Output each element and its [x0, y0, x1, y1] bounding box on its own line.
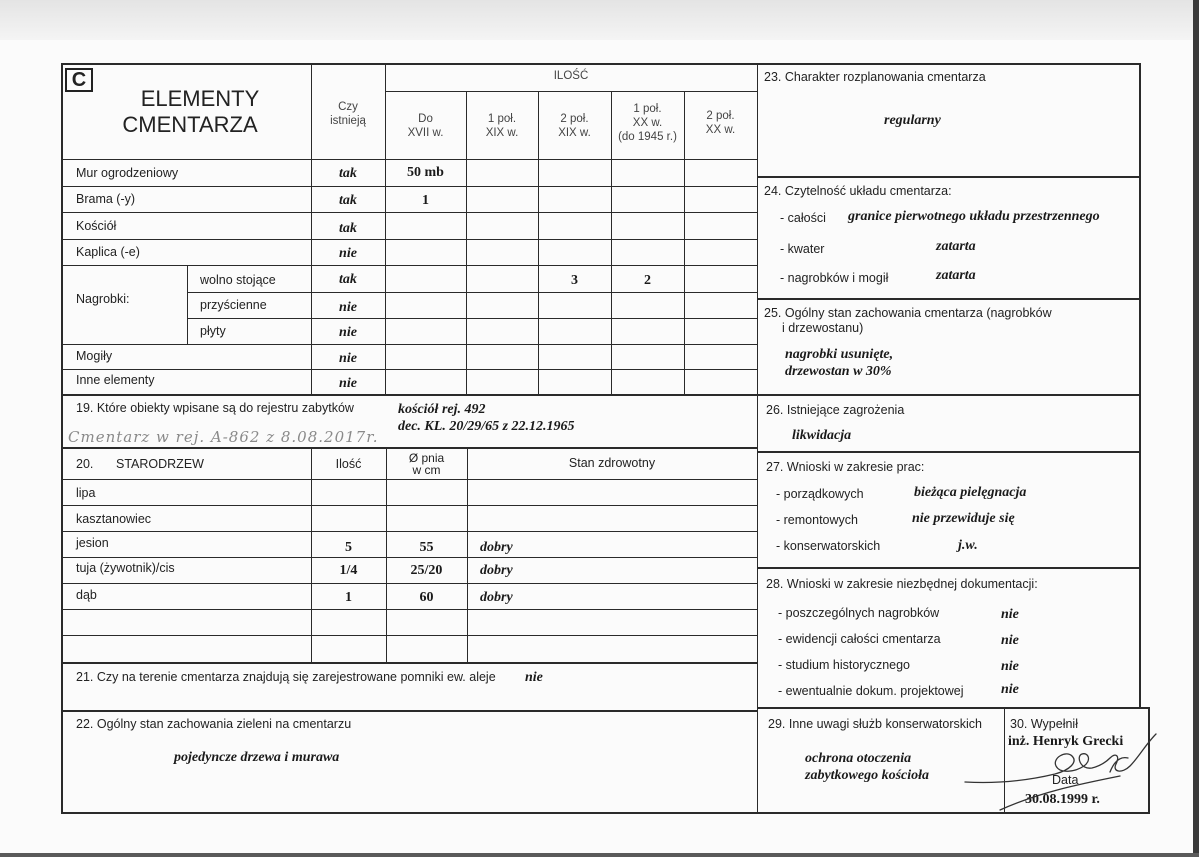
- q24-item-label: - całości: [780, 211, 826, 225]
- q30-name: inż. Henryk Grecki: [1008, 734, 1124, 749]
- tree-name: dąb: [76, 588, 97, 602]
- q23-answer: regularny: [884, 113, 941, 128]
- q19-pencil-note: Cmentarz w rej. A-862 z 8.08.2017r.: [68, 428, 379, 446]
- tree-row-2: [61, 505, 757, 506]
- inne-label: Inne elementy: [76, 373, 155, 387]
- nagrobki-sub-label: przyścienne: [200, 298, 267, 312]
- tree-pnia: 60: [419, 590, 434, 605]
- tree-stan: dobry: [480, 590, 513, 605]
- tree-row-end: [61, 662, 757, 664]
- right-line-23: [757, 176, 1140, 178]
- q24-item-answer: zatarta: [936, 268, 976, 283]
- nagrobki-exists: nie: [339, 300, 357, 315]
- q21-label: 21. Czy na terenie cmentarza znajdują się zarejestrowane pomniki ew. aleje: [76, 670, 496, 684]
- tree-name: tuja (żywotnik)/cis: [76, 561, 175, 575]
- tree-pnia: 55: [419, 540, 434, 555]
- tree-row-5: [61, 583, 757, 584]
- q28-item-answer: nie: [1001, 633, 1019, 648]
- col-header-ilosc: ILOŚĆ: [553, 70, 589, 82]
- ilosc-header-line: [385, 91, 757, 92]
- tree-col-header-ilosc: Ilość: [335, 457, 362, 471]
- q30-date: 30.08.1999 r.: [1025, 792, 1100, 807]
- element-exists: tak: [339, 166, 357, 181]
- nagrobki-label: Nagrobki:: [76, 292, 130, 306]
- q24-item-label: - nagrobków i mogił: [780, 271, 889, 285]
- frame-top: [61, 63, 1141, 65]
- q20-number: 20.: [76, 457, 94, 471]
- tree-name: kasztanowiec: [76, 512, 152, 526]
- q26-label: 26. Istniejące zagrożenia: [766, 403, 905, 417]
- tree-row-4: [61, 557, 757, 558]
- scan-right-edge: [1193, 0, 1199, 857]
- q24-item-answer: zatarta: [936, 239, 976, 254]
- right-line-28: [757, 707, 1149, 709]
- nagrobki-sub-label: płyty: [200, 324, 226, 338]
- row-line-h10: [61, 394, 757, 396]
- scan-bottom-edge: [0, 853, 1199, 857]
- tree-stan: dobry: [480, 540, 513, 555]
- nagrobki-p1-xx: 2: [644, 273, 651, 288]
- q25-label-2: i drzewostanu): [782, 321, 864, 335]
- right-line-24: [757, 298, 1140, 300]
- col-header-p2-xx: 2 poł. XX w.: [705, 110, 736, 136]
- row-line-h9: [61, 369, 757, 370]
- row-line-h1: [61, 159, 757, 160]
- q27-item-answer: nie przewiduje się: [912, 511, 1015, 526]
- tree-ilosc: 5: [345, 540, 352, 555]
- q25-label-1: 25. Ogólny stan zachowania cmentarza (nagrobków: [764, 306, 1052, 320]
- row-line-h8: [61, 344, 757, 345]
- tree-stan: dobry: [480, 563, 513, 578]
- right-line-27: [757, 567, 1140, 569]
- q28-label: 28. Wnioski w zakresie niezbędnej dokumentacji:: [766, 577, 1038, 591]
- q28-item-label: - poszczególnych nagrobków: [778, 606, 940, 620]
- tree-row-3: [61, 531, 757, 532]
- q28-item-label: - ewidencji całości cmentarza: [778, 632, 941, 646]
- q28-item-answer: nie: [1001, 659, 1019, 674]
- q30-date-label: Data: [1052, 773, 1079, 787]
- q20-title: STARODRZEW: [116, 457, 204, 471]
- q28-item-answer: nie: [1001, 682, 1019, 697]
- row-line-h6: [187, 292, 757, 293]
- q19-answer-1: kościół rej. 492: [398, 402, 486, 417]
- right-line-25: [757, 394, 1140, 396]
- tree-pnia: 25/20: [410, 563, 443, 578]
- q19-label: 19. Które obiekty wpisane są do rejestru zabytków: [76, 401, 354, 415]
- q24-item-label: - kwater: [780, 242, 825, 256]
- frame-left: [61, 63, 63, 814]
- element-do-xvii: 1: [422, 193, 429, 208]
- tree-row-1: [61, 479, 757, 480]
- row-line-h3: [61, 212, 757, 213]
- col-line-nagrobki-sub: [187, 265, 188, 344]
- element-exists: tak: [339, 193, 357, 208]
- q27-item-label: - konserwatorskich: [776, 539, 881, 553]
- q27-item-label: - porządkowych: [776, 487, 864, 501]
- q24-label: 24. Czytelność układu cmentarza:: [764, 184, 952, 198]
- row-line-h2: [61, 186, 757, 187]
- q25-answer-1: nagrobki usunięte,: [785, 347, 894, 362]
- form-title-line1: ELEMENTY: [140, 86, 260, 111]
- signature-scribble: [960, 722, 1175, 812]
- element-label: Kaplica (-e): [76, 245, 140, 259]
- q27-item-answer: bieżąca pielęgnacja: [914, 485, 1027, 500]
- q28-item-answer: nie: [1001, 607, 1019, 622]
- row-line-h5: [61, 265, 757, 266]
- row-line-h7: [187, 318, 757, 319]
- q25-answer-2: drzewostan w 30%: [785, 364, 892, 379]
- q22-answer: pojedyncze drzewa i murawa: [174, 750, 340, 765]
- col-header-p2-xix: 2 poł. XIX w.: [558, 113, 591, 139]
- row-line-q19: [61, 447, 757, 449]
- tree-ilosc: 1: [345, 590, 352, 605]
- right-line-26: [757, 451, 1140, 453]
- row-line-h4: [61, 239, 757, 240]
- row-line-q21: [61, 710, 757, 712]
- tree-row-6: [61, 609, 757, 610]
- col-header-p1-xx: 1 poł. XX w. (do 1945 r.): [618, 103, 677, 143]
- form-title-line2: CMENTARZA: [122, 112, 258, 137]
- q26-answer: likwidacja: [792, 428, 852, 443]
- nagrobki-sub-label: wolno stojące: [200, 273, 276, 287]
- q24-item-answer: granice pierwotnego układu przestrzennego: [848, 209, 1100, 224]
- element-label: Kościół: [76, 219, 117, 233]
- q21-answer: nie: [525, 670, 543, 685]
- col-header-czy: Czy istnieją: [330, 101, 366, 127]
- col-header-p1-xix: 1 poł. XIX w.: [485, 113, 519, 139]
- q28-item-label: - ewentualnie dokum. projektowej: [778, 684, 964, 698]
- q27-label: 27. Wnioski w zakresie prac:: [766, 460, 925, 474]
- q23-label: 23. Charakter rozplanowania cmentarza: [764, 70, 986, 84]
- q27-item-label: - remontowych: [776, 513, 858, 527]
- section-letter-badge: C: [65, 68, 93, 92]
- tree-name: lipa: [76, 486, 96, 500]
- col-header-do-xvii: Do XVII w.: [407, 113, 444, 139]
- element-label: Brama (-y): [76, 192, 136, 206]
- q29-label: 29. Inne uwagi służb konserwatorskich: [768, 717, 983, 731]
- mogily-exists: nie: [339, 351, 357, 366]
- element-exists: nie: [339, 246, 357, 261]
- element-exists: tak: [339, 221, 357, 236]
- q22-label: 22. Ogólny stan zachowania zieleni na cmentarzu: [76, 717, 352, 731]
- nagrobki-exists: tak: [339, 272, 357, 287]
- tree-row-7: [61, 635, 757, 636]
- tree-col-header-pnia: Ø pnia w cm: [408, 451, 445, 477]
- q30-label: 30. Wypełnił: [1010, 717, 1078, 731]
- frame-bottom: [61, 812, 1150, 814]
- q29-answer-1: ochrona otoczenia: [805, 751, 912, 766]
- nagrobki-exists: nie: [339, 325, 357, 340]
- element-label: Mur ogrodzeniowy: [76, 166, 179, 180]
- tree-name: jesion: [76, 536, 109, 550]
- nagrobki-p2-xix: 3: [571, 273, 578, 288]
- q29-answer-2: zabytkowego kościoła: [805, 768, 930, 783]
- q28-item-label: - studium historycznego: [778, 658, 911, 672]
- tree-col-header-stan: Stan zdrowotny: [568, 456, 656, 470]
- scan-top-strip: [0, 0, 1199, 40]
- tree-ilosc: 1/4: [339, 563, 358, 578]
- frame-right: [1139, 63, 1141, 707]
- inne-exists: nie: [339, 376, 357, 391]
- q27-item-answer: j.w.: [958, 538, 978, 553]
- q19-answer-2: dec. KL. 20/29/65 z 22.12.1965: [398, 419, 575, 434]
- mogily-label: Mogiły: [76, 349, 113, 363]
- element-do-xvii: 50 mb: [407, 165, 444, 180]
